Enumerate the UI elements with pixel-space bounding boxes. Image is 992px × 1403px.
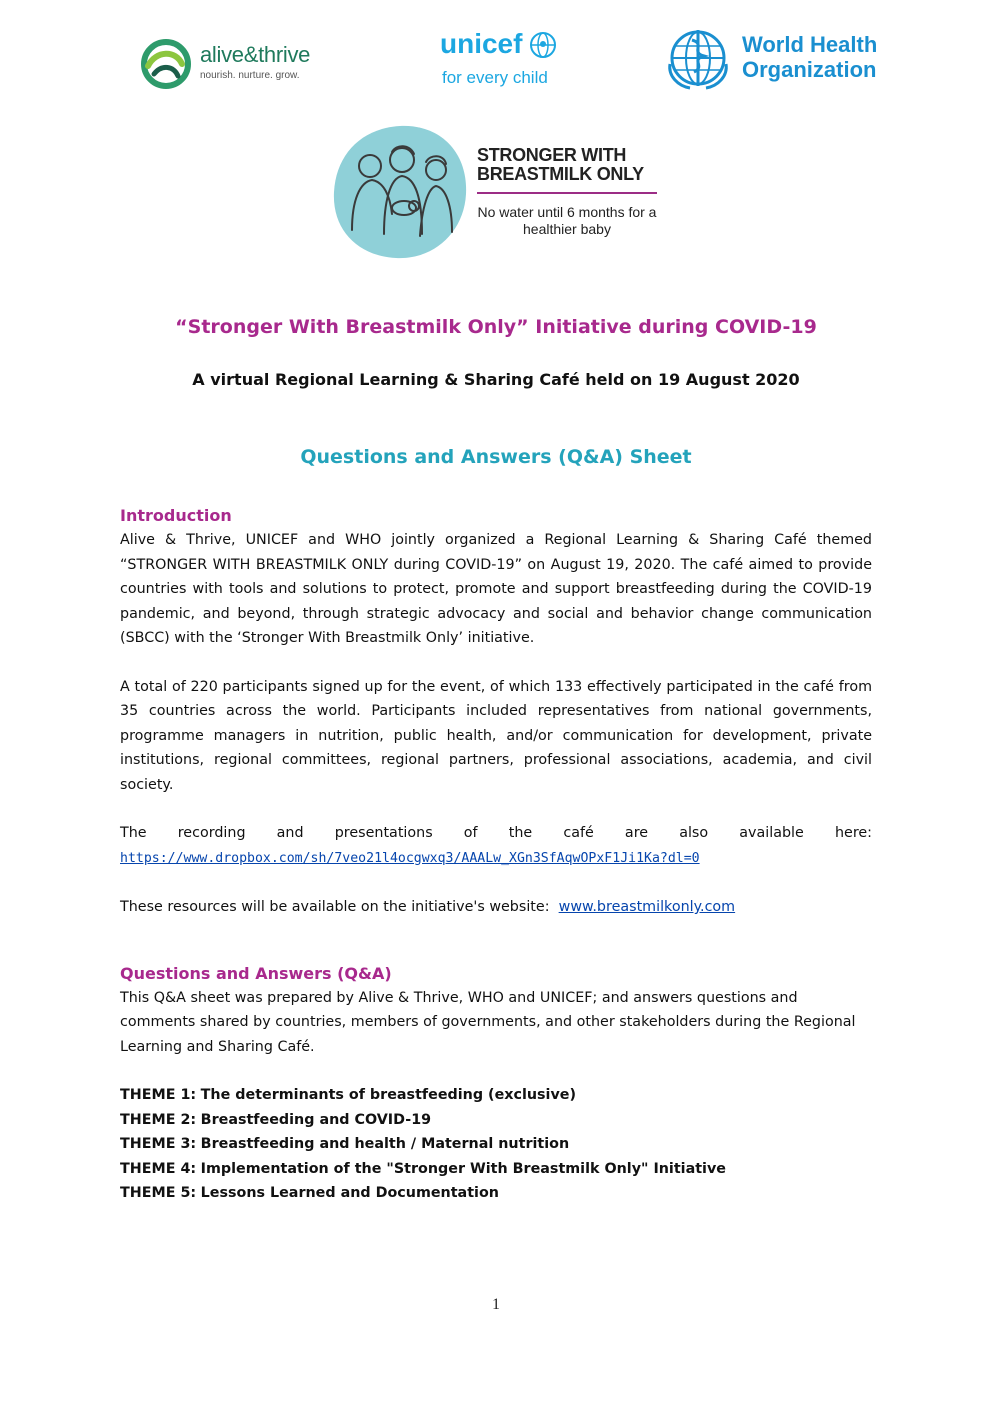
document-body (120, 504, 872, 1206)
theme-item (120, 1083, 872, 1108)
who-emblem-icon (664, 26, 732, 92)
theme-label: THEME 5: (120, 1185, 197, 1201)
alive-thrive-logo (138, 36, 318, 92)
theme-title: Implementation of the "Stronger With Breastmilk Only" Initiative (200, 1160, 726, 1177)
recording-link[interactable]: https://www.dropbox.com/sh/7veo21l4ocgwxq3/AAALw_XGn3SfAqwOPxF1Ji1Ka?dl=0 (120, 850, 700, 866)
who-logo (664, 26, 884, 92)
unicef-globe-icon (528, 30, 558, 60)
theme-label: THEME 1: (120, 1087, 197, 1103)
theme-label: THEME 4: (120, 1160, 197, 1177)
theme-item (120, 1181, 872, 1206)
theme-list (120, 1083, 872, 1206)
family-illustration-icon (330, 122, 470, 262)
campaign-banner (330, 122, 670, 264)
theme-title: Breastfeeding and COVID-19 (200, 1111, 432, 1128)
banner-subtitle: No water until 6 months for a healthier baby (477, 204, 657, 237)
website-text: These resources will be available on the initiative's website: (120, 899, 550, 915)
theme-item (120, 1157, 872, 1182)
theme-title: Breastfeeding and health / Maternal nutrition (200, 1136, 570, 1152)
page-number: 1 (492, 1296, 500, 1313)
qa-paragraph: This Q&A sheet was prepared by Alive & Thrive, WHO and UNICEF; and answers questions and comments shared by countries, members of governments, and other stakeholders during the Regional Learning and Sharing Café. (120, 989, 856, 1055)
qa-heading: Questions and Answers (Q&A) (120, 963, 392, 983)
alive-thrive-name: alive&thrive (200, 42, 311, 67)
unicef-logo (440, 28, 580, 98)
website-link[interactable]: www.breastmilkonly.com (558, 899, 736, 915)
introduction-paragraph-1: Alive & Thrive, UNICEF and WHO jointly organized a Regional Learning & Sharing Café themed “STRONGER WITH BREASTMILK ONLY during COVID-19” on August 19, 2020. The café aimed to provide countries with tools and solutions to protect, promote and support breastfeeding during the COVID-19 pandemic, and beyond, through strategic advocacy and social and behavior change communication (SBCC) with the ‘Stronger With Breastmilk Only’ initiative. (120, 532, 872, 646)
theme-label: THEME 3: (120, 1136, 197, 1152)
logo-header (0, 0, 992, 110)
unicef-name: unicef (440, 28, 523, 59)
who-name: World Health Organization (742, 32, 878, 82)
document-title: “Stronger With Breastmilk Only” Initiative during COVID-19 (175, 316, 817, 338)
sheet-title: Questions and Answers (Q&A) Sheet (300, 446, 692, 468)
website-paragraph (120, 895, 872, 920)
theme-title: Lessons Learned and Documentation (200, 1185, 499, 1201)
recording-text: The recording and presentations of the café are also available here: (120, 825, 872, 841)
theme-item (120, 1108, 872, 1133)
introduction-heading: Introduction (120, 506, 232, 525)
document-subtitle: A virtual Regional Learning & Sharing Café held on 19 August 2020 (192, 370, 800, 389)
banner-title: STRONGER WITH BREASTMILK ONLY (477, 145, 644, 184)
theme-label: THEME 2: (120, 1111, 197, 1128)
theme-item (120, 1132, 872, 1157)
introduction-paragraph-2: A total of 220 participants signed up for the event, of which 133 effectively participated in the café from 35 countries across the world. Participants included representatives from national governments, programme managers in nutrition, public health, and/or communication for development, private institutions, regional committees, regional partners, professional associations, academia, and civil society. (120, 678, 872, 793)
recording-link-line (120, 846, 872, 872)
banner-divider (477, 192, 657, 194)
alive-thrive-tagline: nourish. nurture. grow. (200, 70, 300, 81)
recording-paragraph (120, 821, 872, 846)
unicef-tagline: for every child (442, 68, 548, 87)
theme-title: The determinants of breastfeeding (exclusive) (200, 1087, 577, 1103)
alive-thrive-swirl-icon (138, 36, 194, 92)
